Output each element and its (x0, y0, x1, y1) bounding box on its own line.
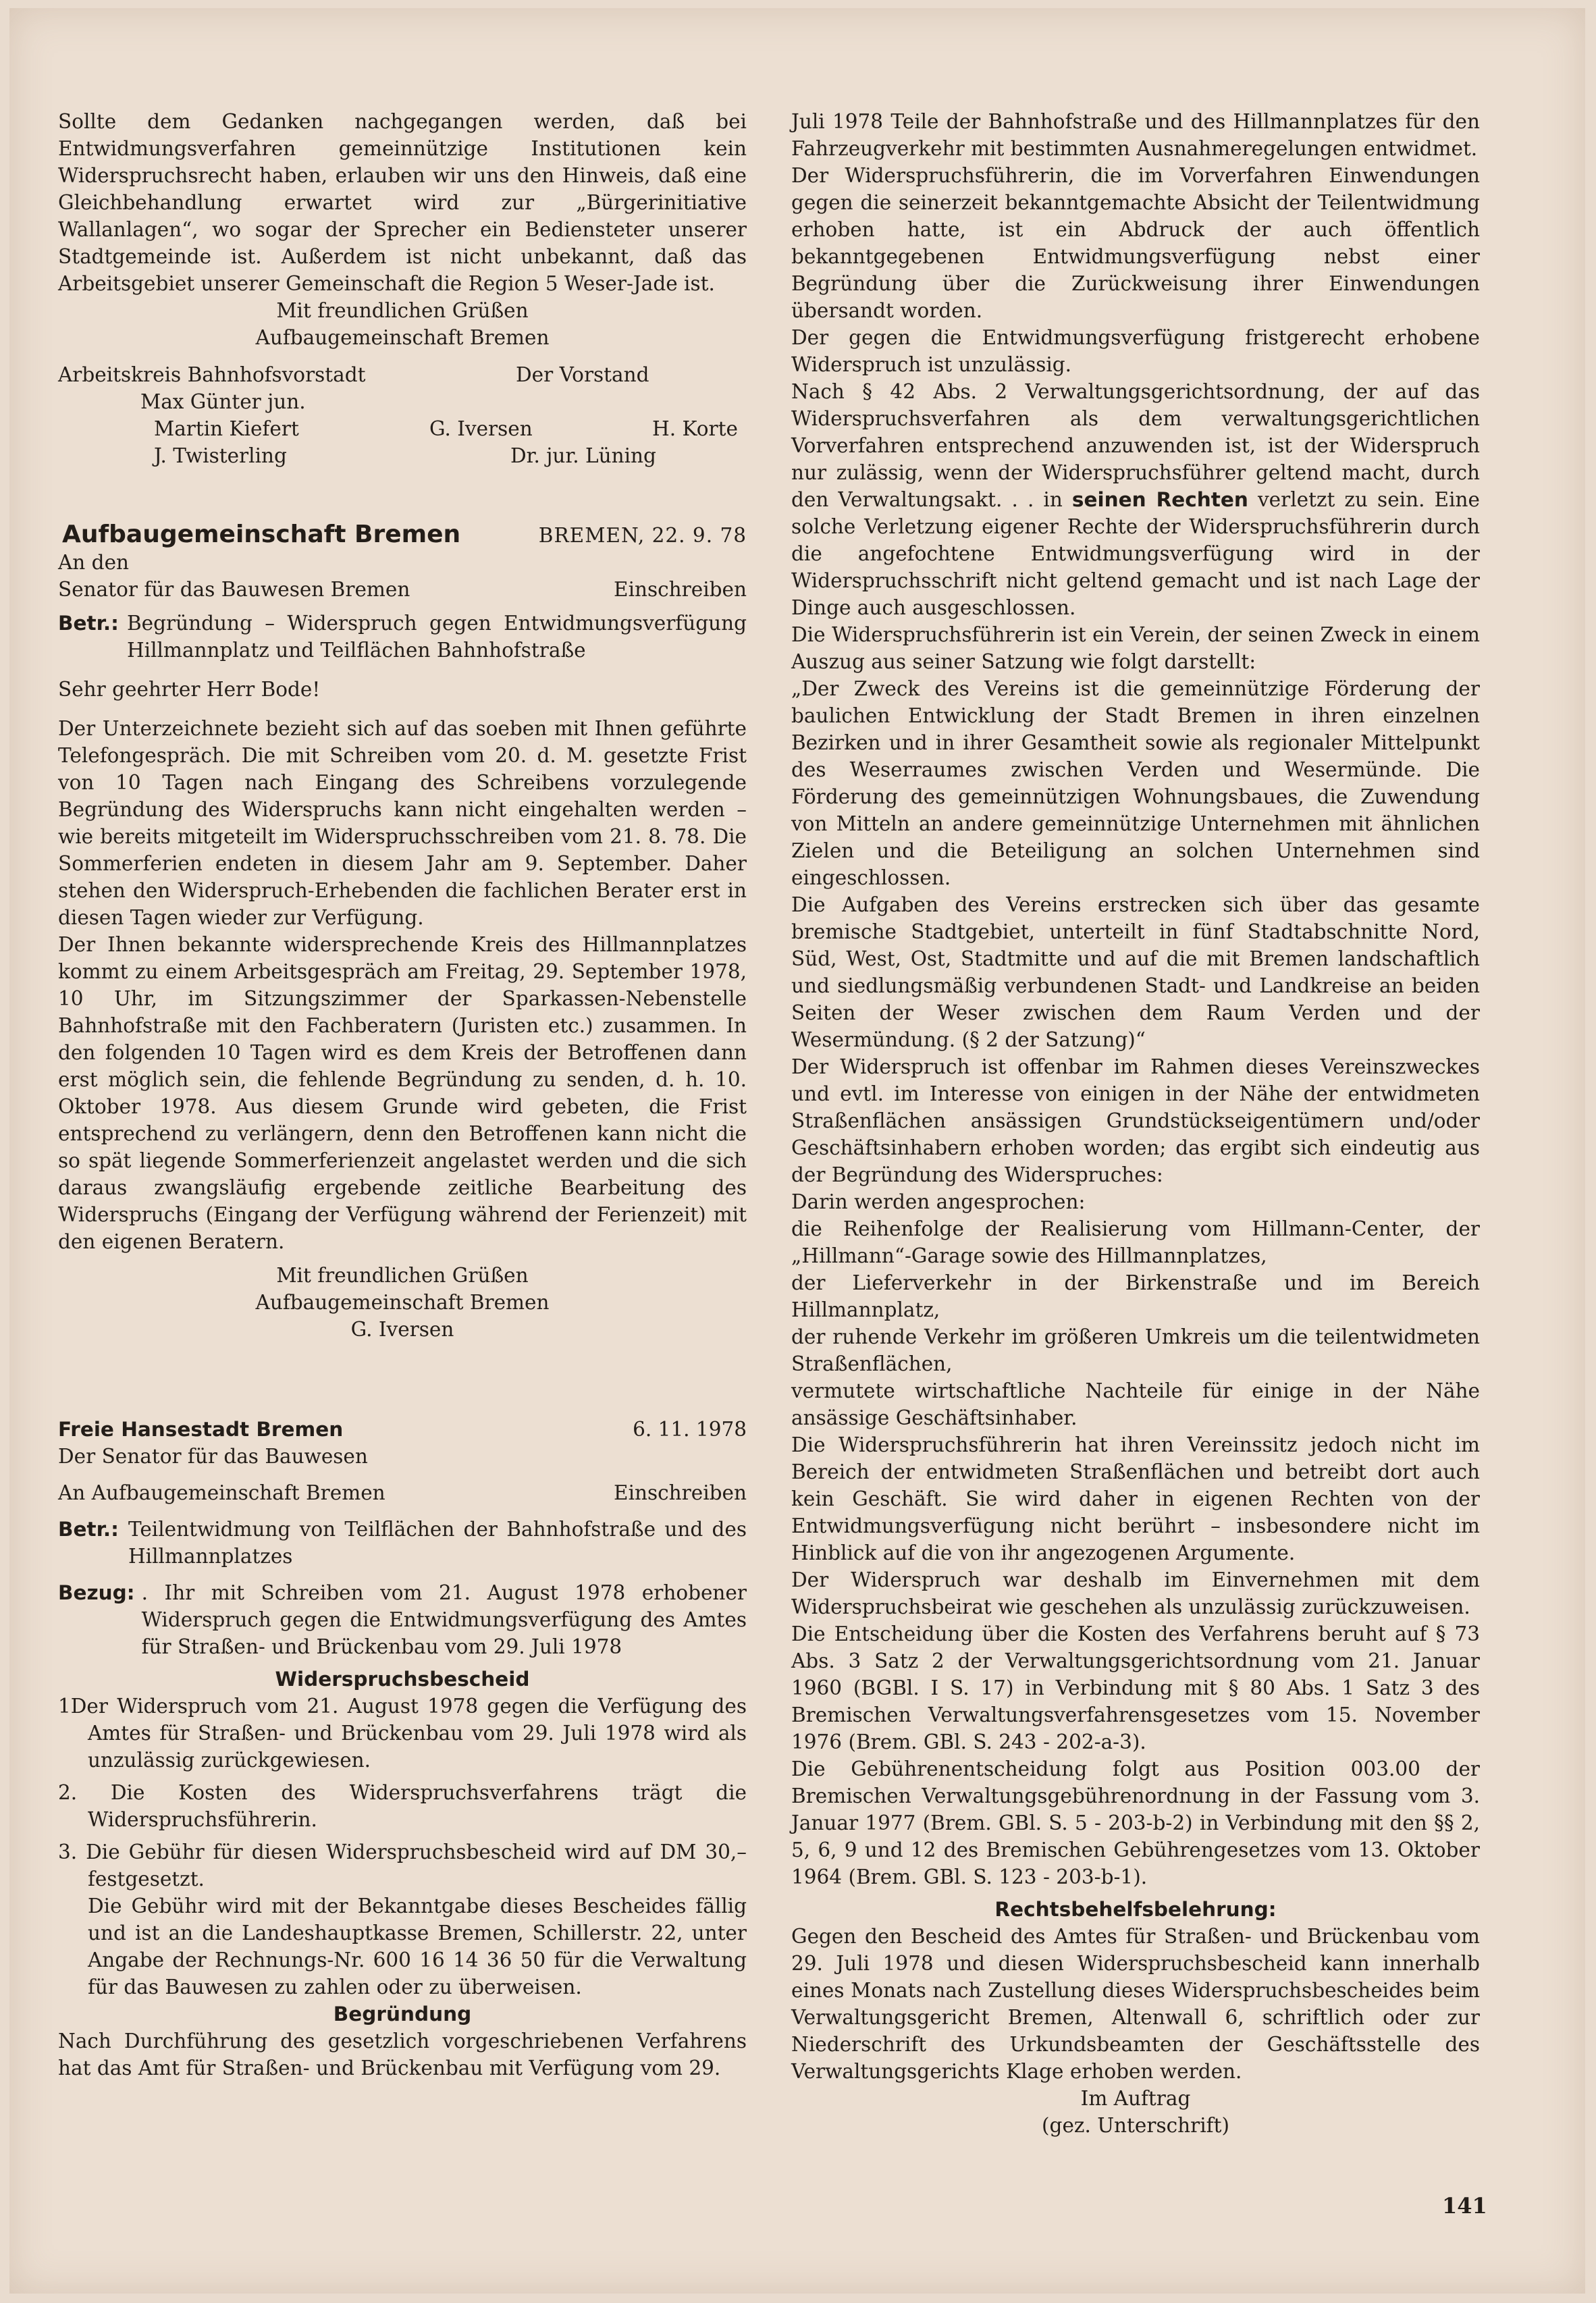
reasons-paragraph: Der Widerspruch war deshalb im Einvernehmen mit dem Widerspruchsbeirat wie geschehen als unzulässig zurückzuweisen. (791, 1568, 1480, 1618)
letter3-reference (58, 1579, 747, 1660)
letter2-recipient-row (58, 576, 747, 603)
intro-paragraph: Sollte dem Gedanken nachgegangen werden, daß bei Entwidmungsverfahren gemeinnützige Institutionen kein Widerspruchsrecht haben, erlauben wir uns den Hinweis, daß eine Gleichbehandlung erwartet wird zur „Bürgerinitiative Wallanlagen“, wo sogar der Sprecher ein Bediensteter unserer Stadtgemeinde ist. Außerdem ist nicht unbekannt, daß das Arbeitsgebiet unserer Gemeinschaft die Region 5 Weser-Jade ist. (58, 110, 747, 295)
signature-name: Martin Kiefert (154, 417, 299, 440)
document-page (9, 8, 1585, 2294)
closing-greeting: Mit freundlichen Grüßen (276, 299, 529, 322)
emphasis-rights: seinen Rechten (1071, 488, 1248, 511)
signature-row-3 (58, 417, 747, 444)
letter2-closing-greeting: Mit freundlichen Grüßen (276, 1264, 529, 1287)
reasons-paragraph: Darin werden angesprochen: (791, 1190, 1086, 1213)
letter2-registered: Einschreiben (614, 578, 747, 601)
statute-quote: Die Aufgaben des Vereins erstrecken sich über das gesamte bremische Stadtgebiet, unterteilt in fünf Stadtabschnitte Nord, Süd, West, Ost, Stadtmitte und auf die mit Bremen landschaftlich und siedlungsmäßig verbundenen Stadt- und Landkreise an beiden Seiten der Weser zwischen dem Raum Verden und der Wesermündung. (§ 2 der Satzung)“ (791, 893, 1480, 1051)
letter3-header (58, 1416, 747, 1443)
signature-row-2 (58, 390, 747, 417)
letter2-subject (58, 610, 747, 664)
signature-row-1 (58, 363, 747, 390)
letter3-sender: Freie Hansestadt Bremen (58, 1418, 344, 1441)
letter3-recipient: An Aufbaugemeinschaft Bremen (58, 1481, 385, 1504)
reasons-paragraph: Der Widerspruch ist offenbar im Rahmen dieses Vereinszweckes und evtl. im Interesse von einigen in der Nähe der entwidmeten Straßenflächen ansässigen Grundstückseigentümern und/oder Geschäftsinhabern erhoben worden; das ergibt sich eindeutig aus der Begründung des Widerspruches: (791, 1055, 1480, 1186)
reasons-heading: Begründung (333, 2003, 472, 2026)
decision-item-3: 3. Die Gebühr für diesen Widerspruchsbescheid wird auf DM 30,– festgesetzt. (58, 1841, 747, 1890)
reasons-paragraph: Der gegen die Entwidmungsverfügung fristgerecht erhobene Widerspruch ist unzulässig. (791, 326, 1480, 376)
signature-row-4 (58, 444, 747, 471)
decision-item-3-details: Die Gebühr wird mit der Bekanntgabe dieses Bescheides fällig und ist an die Landeshauptkasse Bremen, Schillerstr. 22, unter Angabe der Rechnungs-Nr. 600 16 14 36 50 für die Verwaltung für das Bauwesen zu zahlen oder zu überweisen. (88, 1895, 747, 1998)
signature-name: H. Korte (652, 417, 738, 440)
page-number: 141 (1442, 2193, 1487, 2219)
letter2-salutation: Sehr geehrter Herr Bode! (58, 678, 321, 701)
reasons-paragraph: Die Widerspruchsführerin ist ein Verein, der seinen Zweck in einem Auszug aus seiner Satzung wie folgt darstellt: (791, 623, 1480, 673)
letter3-subject (58, 1516, 747, 1570)
legal-remedy-heading: Rechtsbehelfsbelehrung: (994, 1898, 1277, 1921)
signature-name: G. Iversen (429, 417, 533, 440)
signature-name: Dr. jur. Lüning (510, 444, 656, 467)
letter3-recipient-row (58, 1479, 747, 1506)
reasons-list-item: der ruhende Verkehr im größeren Umkreis um die teilentwidmeten Straßenflächen, (791, 1325, 1480, 1375)
reasons-paragraph: Die Gebührenentscheidung folgt aus Position 003.00 der Bremischen Verwaltungsgebührenordnung in der Fassung vom 3. Januar 1977 (Brem. GBl. S. 5 - 203-b-2) in Verbindung mit den §§ 2, 5, 6, 9 und 12 des Bremischen Gebührengesetzes vom 13. Oktober 1964 (Brem. GBl. S. 123 - 203-b-1). (791, 1757, 1480, 1888)
letter2-closing-signature: G. Iversen (350, 1318, 454, 1341)
letter2-recipient-line1: An den (58, 551, 130, 574)
signature-authority: Im Auftrag (1080, 2087, 1191, 2110)
letter2-recipient-line2: Senator für das Bauwesen Bremen (58, 578, 410, 601)
right-column (791, 108, 1480, 2139)
letter2-subject-text: Begründung – Widerspruch gegen Entwidmungsverfügung Hillmannplatz und Teilflächen Bahnhofstraße (126, 612, 747, 662)
reasons-text: Nach § 42 Abs. 2 Verwaltungsgerichtsordnung, der auf das Widerspruchsverfahren als dem verwaltungsgerichtlichen Vorverfahren entsprechend anzuwenden ist, ist der Widerspruch nur zulässig, wenn der Widerspruchsführer geltend macht, durch den Verwaltungsakt. . . in (791, 380, 1480, 511)
signature-org: Arbeitskreis Bahnhofsvorstadt (58, 363, 366, 386)
letter2-body-paragraph: Der Ihnen bekannte widersprechende Kreis des Hillmannplatzes kommt zu einem Arbeitsgespräch am Freitag, 29. September 1978, 10 Uhr, im Sitzungszimmer der Sparkassen-Nebenstelle Bahnhofstraße mit den Fachberatern (Juristen etc.) zusammen. In den folgenden 10 Tagen wird es dem Kreis der Betroffenen dann erst möglich sein, die fehlende Begründung zu senden, d. h. 10. Oktober 1978. Aus diesem Grunde wird gebeten, die Frist entsprechend zu verlängern, denn den Betroffenen kann nicht die so spät liegende Sommerferienzeit angelastet werden und die sich daraus zwangsläufig ergebende zeitliche Bearbeitung des Widerspruchs (Eingang der Verfügung während der Ferienzeit) mit den eigenen Beratern. (58, 933, 747, 1253)
reasons-list-item: der Lieferverkehr in der Birkenstraße und im Bereich Hillmannplatz, (791, 1271, 1480, 1321)
letter2-body-paragraph: Der Unterzeichnete bezieht sich auf das soeben mit Ihnen geführte Telefongespräch. Die mit Schreiben vom 20. d. M. gesetzte Frist von 10 Tagen nach Eingang des Schreibens vorzulegende Begründung des Widerspruchs kann nicht eingehalten werden – wie bereits mitgeteilt im Widerspruchsschreiben vom 21. 8. 78. Die Sommerferien endeten in diesem Jahr am 9. September. Daher stehen den Widerspruch-Erhebenden die fachlichen Berater erst in diesen Tagen wieder zur Verfügung. (58, 717, 747, 929)
letter3-registered: Einschreiben (614, 1481, 747, 1504)
reasons-paragraph: Die Entscheidung über die Kosten des Verfahrens beruht auf § 73 Abs. 3 Satz 2 der Verwaltungsgerichtsordnung vom 21. Januar 1960 (BGBl. I S. 17) in Verbindung mit § 80 Abs. 1 Satz 3 des Bremischen Verwaltungsverfahrensgesetzes vom 15. November 1976 (Brem. GBl. S. 243 - 202-a-3). (791, 1622, 1480, 1753)
letter3-reference-text: . Ihr mit Schreiben vom 21. August 1978 erhobener Widerspruch gegen die Entwidmungsverfügung des Amtes für Straßen- und Brückenbau vom 29. Juli 1978 (141, 1581, 747, 1658)
letter2-date: BREMEN, 22. 9. 78 (538, 524, 747, 547)
letter2-subject-label: Betr.: (58, 612, 119, 635)
legal-remedy-text: Gegen den Bescheid des Amtes für Straßen- und Brückenbau vom 29. Juli 1978 und diesen Widerspruchsbescheid kann innerhalb eines Monats nach Zustellung dieses Widerspruchsbescheides beim Verwaltungsgericht Bremen, Altenwall 6, schriftlich oder zur Niederschrift des Urkundsbeamten der Geschäftsstelle des Verwaltungsgerichts Klage erhoben werden. (791, 1925, 1480, 2083)
closing-organization: Aufbaugemeinschaft Bremen (255, 326, 550, 349)
letter3-department: Der Senator für das Bauwesen (58, 1445, 368, 1468)
reasons-paragraph: Nach Durchführung des gesetzlich vorgeschriebenen Verfahrens hat das Amt für Straßen- und Brückenbau mit Verfügung vom 29. (58, 2030, 747, 2080)
reasons-paragraph: Juli 1978 Teile der Bahnhofstraße und des Hillmannplatzes für den Fahrzeugverkehr mit bestimmten Ausnahmeregelungen entwidmet. (791, 110, 1480, 160)
reasons-list-item: vermutete wirtschaftliche Nachteile für einige in der Nähe ansässige Geschäftsinhaber. (791, 1379, 1480, 1429)
letter3-reference-label: Bezug: (58, 1581, 135, 1604)
reasons-paragraph (791, 378, 1480, 621)
reasons-list-item: die Reihenfolge der Realisierung vom Hillmann-Center, der „Hillmann“-Garage sowie des Hillmannplatzes, (791, 1217, 1480, 1267)
letter2-closing-organization: Aufbaugemeinschaft Bremen (255, 1291, 550, 1314)
letter2-sender: Aufbaugemeinschaft Bremen (62, 521, 461, 548)
reasons-paragraph: Der Widerspruchsführerin, die im Vorverfahren Einwendungen gegen die seinerzeit bekanntgemachte Absicht der Teilentwidmung erhoben hatte, ist ein Abdruck der auch öffentlich bekanntgegebenen Entwidmungsverfügung nebst einer Begründung über die Zurückweisung ihrer Einwendungen übersandt worden. (791, 164, 1480, 322)
signature-name: J. Twisterling (154, 444, 287, 467)
decision-item-2: 2. Die Kosten des Widerspruchsverfahrens trägt die Widerspruchsführerin. (58, 1781, 747, 1831)
signature-name: Max Günter jun. (140, 390, 306, 413)
signature-note: (gez. Unterschrift) (1042, 2114, 1229, 2137)
letter3-subject-text: Teilentwidmung von Teilflächen der Bahnhofstraße und des Hillmannplatzes (128, 1518, 747, 1568)
decision-heading: Widerspruchsbescheid (275, 1668, 530, 1691)
reasons-paragraph: Die Widerspruchsführerin hat ihren Vereinssitz jedoch nicht im Bereich der entwidmeten Straßenflächen und betreibt dort auch kein Geschäft. Sie wird daher in eigenen Rechten von der Entwidmungsverfügung nicht berührt – insbesondere nicht im Hinblick auf die von ihr angezogenen Argumente. (791, 1433, 1480, 1564)
letter2-header (58, 521, 747, 549)
signature-board: Der Vorstand (516, 363, 649, 386)
reasons-text: verletzt zu sein. Eine solche Verletzung eigener Rechte der Widerspruchsführerin durch die angefochtene Entwidmungsverfügung wird in der Widerspruchsschrift nicht geltend gemacht und ist nach Lage der Dinge auch ausgeschlossen. (791, 488, 1480, 619)
letter3-date: 6. 11. 1978 (633, 1418, 747, 1441)
statute-quote: „Der Zweck des Vereins ist die gemeinnützige Förderung der baulichen Entwicklung der Stadt Bremen in ihren einzelnen Bezirken und in ihrer Gesamtheit sowie als regionaler Mittelpunkt des Weserraumes zwischen Verden und Wesermünde. Die Förderung des gemeinnützigen Wohnungsbaues, die Zuwendung von Mitteln an andere gemeinnützige Unternehmen mit ähnlichen Zielen und die Beteiligung an solchen Unternehmen sind eingeschlossen. (791, 677, 1480, 889)
decision-item-1: 1Der Widerspruch vom 21. August 1978 gegen die Verfügung des Amtes für Straßen- und Brückenbau vom 29. Juli 1978 wird als unzulässig zurückgewiesen. (58, 1695, 747, 1772)
left-column (58, 108, 747, 2082)
letter3-subject-label: Betr.: (58, 1518, 119, 1541)
